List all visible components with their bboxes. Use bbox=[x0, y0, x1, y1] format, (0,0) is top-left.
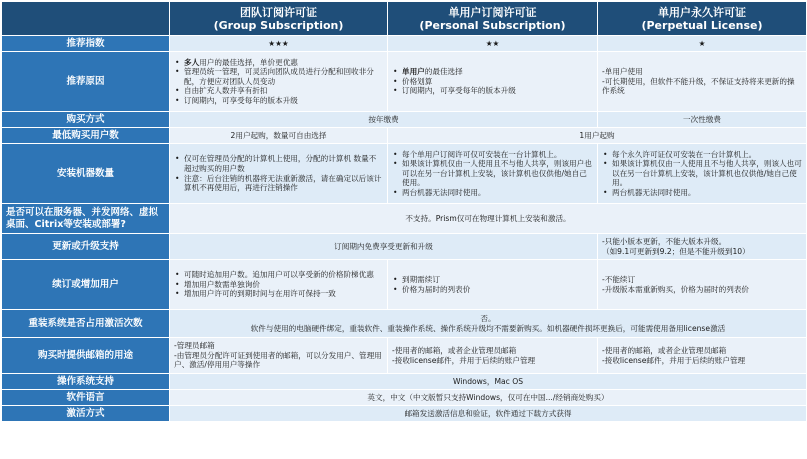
reason-label: 推荐原因 bbox=[2, 52, 170, 112]
rating-group: ★★★ bbox=[170, 36, 388, 52]
row-minimum bbox=[2, 128, 807, 144]
header-group bbox=[170, 2, 388, 36]
header-personal-subtitle: (Personal Subscription) bbox=[419, 18, 566, 32]
purchase-perpetual: 一次性缴费 bbox=[598, 112, 807, 128]
renew-group-item: • 增加用户数需单独询价 bbox=[184, 280, 383, 290]
email-perpetual bbox=[598, 338, 807, 374]
language-value: 英文，中文（中文版暂只支持Windows，仅可在中国.../经销商处购买） bbox=[170, 390, 807, 406]
email-perpetual-line: -接收license邮件，并用于后续的账户管理 bbox=[602, 355, 746, 365]
install-group-item: • 仅可在管理员分配的计算机上使用，分配的计算机 数量不超过购买的用户数 bbox=[184, 154, 383, 173]
header-personal bbox=[388, 2, 598, 36]
language-label: 软件语言 bbox=[2, 390, 170, 406]
header-corner bbox=[2, 2, 170, 36]
renew-group-item: • 可随时追加用户数。追加用户可以享受新的价格阶梯优惠 bbox=[184, 270, 383, 280]
install-personal-item: • 两台机器无法同时使用。 bbox=[402, 188, 593, 198]
reason-group-item: • 订阅期内，可享受每年的版本升级 bbox=[184, 96, 383, 106]
minimum-single: 1用户起购 bbox=[388, 128, 807, 144]
reason-group bbox=[170, 52, 388, 112]
install-personal-item: • 每个单用户订阅许可仅可安装在一台计算机上。 bbox=[402, 150, 593, 160]
purchase-subscription: 按年缴费 bbox=[170, 112, 598, 128]
upgrade-subscription: 订阅期内免费享受更新和升级 bbox=[170, 234, 598, 260]
reason-group-bold: 多人 bbox=[184, 57, 200, 67]
renew-perpetual bbox=[598, 260, 807, 310]
os-label: 操作系统支持 bbox=[2, 374, 170, 390]
header-perpetual bbox=[598, 2, 807, 36]
header-row bbox=[2, 2, 807, 36]
row-rating bbox=[2, 36, 807, 52]
renew-perpetual-line: -升级版本需重新购买，价格为届时的列表价 bbox=[602, 284, 750, 294]
header-group-title: 团队订阅许可证 bbox=[240, 5, 317, 19]
reinstall-label: 重装系统是否占用激活次数 bbox=[2, 310, 170, 338]
header-perpetual-subtitle: (Perpetual License) bbox=[641, 18, 763, 32]
install-personal bbox=[388, 144, 598, 204]
reason-group-item bbox=[184, 58, 383, 68]
reason-perpetual-line: -可长期使用，但软件不能升级，不保证支持将来更新的操作系统 bbox=[602, 76, 795, 96]
email-group-line: -由管理员分配许可证到使用者的邮箱，可以分发用户、管理用户、激活/停用用户等操作 bbox=[174, 350, 382, 370]
email-personal-line: -接收license邮件，并用于后续的账户管理 bbox=[392, 355, 536, 365]
reason-personal-text: 的最佳选择 bbox=[424, 67, 463, 77]
install-perpetual bbox=[598, 144, 807, 204]
reinstall-line1: 否。 bbox=[480, 313, 496, 323]
install-perpetual-item: • 两台机器无法同时使用。 bbox=[612, 188, 802, 198]
upgrade-perpetual-line: （如9.1可更新到9.2；但是不能升级到10） bbox=[602, 246, 750, 256]
row-server bbox=[2, 204, 807, 234]
install-personal-item: • 如果该计算机仅由一人使用且不与他人共享，则该用户也可以在另一台计算机上安装，该计算机也仅供他/她自己使用。 bbox=[402, 159, 593, 188]
install-label: 安装机器数量 bbox=[2, 144, 170, 204]
email-personal-line: -使用者的邮箱，或者企业管理员邮箱 bbox=[392, 345, 517, 355]
minimum-label: 最低购买用户数 bbox=[2, 128, 170, 144]
rating-personal: ★★ bbox=[388, 36, 598, 52]
install-perpetual-item: • 每个永久许可证仅可安装在一台计算机上。 bbox=[612, 150, 802, 160]
reason-group-item: • 管理员统一管理，可灵活向团队成员进行分配和回收非分配，方便应对团队人员变动 bbox=[184, 67, 383, 86]
server-label: 是否可以在服务器、并发网络、虚拟桌面、Citrix等安装或部署? bbox=[2, 204, 170, 234]
row-renew bbox=[2, 260, 807, 310]
row-language bbox=[2, 390, 807, 406]
renew-personal bbox=[388, 260, 598, 310]
row-upgrade bbox=[2, 234, 807, 260]
row-email bbox=[2, 338, 807, 374]
upgrade-label: 更新或升级支持 bbox=[2, 234, 170, 260]
upgrade-perpetual-line: -只能小版本更新，不能大版本升级。 bbox=[602, 236, 727, 246]
reinstall-line2: 软件与使用的电脑硬件绑定，重装软件、重装操作系统、操作系统升级均不需要新购买。如机器硬件损坏更换后，可能需使用备用license激活 bbox=[250, 323, 726, 333]
minimum-group: 2用户起购，数量可自由选择 bbox=[170, 128, 388, 144]
license-comparison-table bbox=[1, 1, 807, 422]
rating-perpetual: ★ bbox=[598, 36, 807, 52]
activation-value: 邮箱发送激活信息和验证，软件通过下载方式获得 bbox=[170, 406, 807, 422]
renew-group-item: • 增加用户许可的到期时间与在用许可保持一致 bbox=[184, 289, 383, 299]
email-personal bbox=[388, 338, 598, 374]
header-perpetual-title: 单用户永久许可证 bbox=[658, 5, 746, 19]
install-perpetual-item: • 如果该计算机仅由一人使用且不与他人共享，则该人也可以在另一台计算机上安装，该计算机也仅供他/她自己使用。 bbox=[612, 159, 802, 188]
row-reason bbox=[2, 52, 807, 112]
row-purchase bbox=[2, 112, 807, 128]
os-value: Windows，Mac OS bbox=[170, 374, 807, 390]
renew-personal-item: • 价格为届时的列表价 bbox=[402, 285, 593, 295]
purchase-label: 购买方式 bbox=[2, 112, 170, 128]
reason-personal-item: • 订阅期内，可享受每年的版本升级 bbox=[402, 86, 593, 96]
renew-group bbox=[170, 260, 388, 310]
activation-label: 激活方式 bbox=[2, 406, 170, 422]
renew-perpetual-line: -不能续订 bbox=[602, 274, 636, 284]
rating-label: 推荐指数 bbox=[2, 36, 170, 52]
header-group-subtitle: (Group Subscription) bbox=[213, 18, 344, 32]
install-group-item: • 注意：后台注销的机器将无法重新激活，请在确定以后该计算机不再使用后，再进行注销操作 bbox=[184, 174, 383, 193]
reason-perpetual bbox=[598, 52, 807, 112]
reinstall-value bbox=[170, 310, 807, 338]
reason-personal-bold: 单用户 bbox=[402, 67, 425, 77]
row-os bbox=[2, 374, 807, 390]
email-group bbox=[170, 338, 388, 374]
header-personal-title: 单用户订阅许可证 bbox=[448, 5, 537, 19]
reason-perpetual-line: -单用户使用 bbox=[602, 67, 643, 77]
row-install bbox=[2, 144, 807, 204]
renew-personal-item: • 到期需续订 bbox=[402, 275, 593, 285]
renew-label: 续订或增加用户 bbox=[2, 260, 170, 310]
server-value: 不支持。Prism仅可在物理计算机上安装和激活。 bbox=[170, 204, 807, 234]
reason-personal-item bbox=[402, 67, 593, 77]
install-group bbox=[170, 144, 388, 204]
row-activation bbox=[2, 406, 807, 422]
email-perpetual-line: -使用者的邮箱，或者企业管理员邮箱 bbox=[602, 345, 727, 355]
email-label: 购买时提供邮箱的用途 bbox=[2, 338, 170, 374]
reason-personal bbox=[388, 52, 598, 112]
row-reinstall bbox=[2, 310, 807, 338]
upgrade-perpetual bbox=[598, 234, 807, 260]
email-group-line: -管理员邮箱 bbox=[174, 341, 215, 351]
reason-group-text: 用户的最佳选择，单价更优惠 bbox=[199, 57, 298, 67]
reason-group-item: • 自由扩充人数并享有折扣 bbox=[184, 86, 383, 96]
reason-personal-item: • 价格划算 bbox=[402, 77, 593, 87]
